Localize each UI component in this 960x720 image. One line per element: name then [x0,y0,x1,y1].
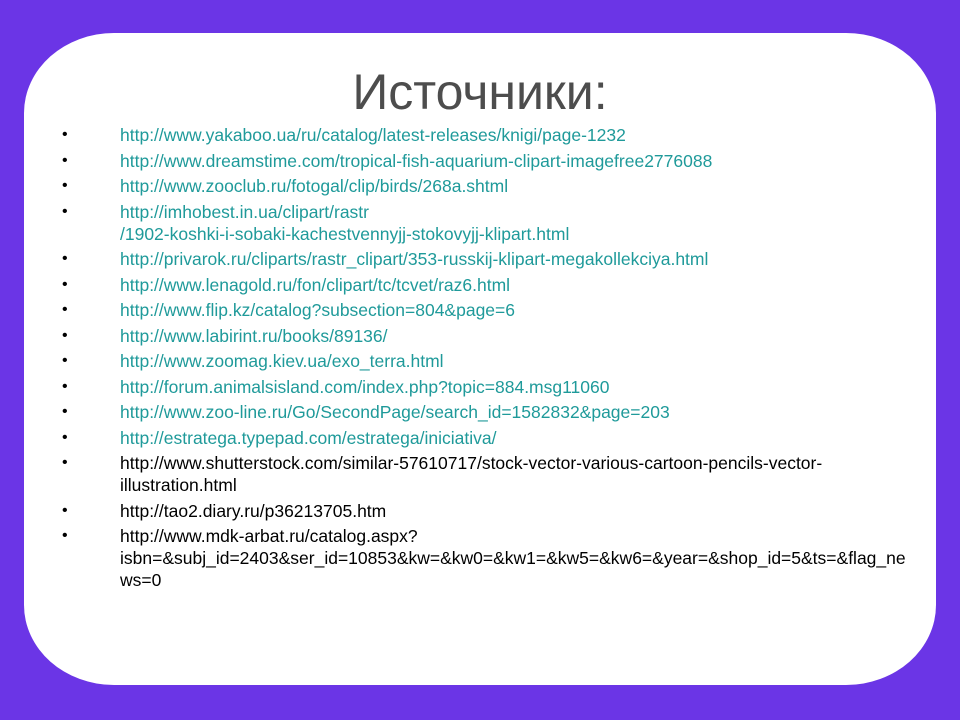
source-link[interactable]: http://estratega.typepad.com/estratega/iniciativa/ [120,427,497,448]
bullet-icon: • [62,250,68,267]
source-item[interactable] [62,175,912,197]
source-item[interactable] [62,427,912,449]
source-link[interactable]: http://www.zoo-line.ru/Go/SecondPage/search_id=1582832&page=203 [120,402,670,422]
source-link[interactable]: http://www.shutterstock.com/similar-57610717/stock-vector-various-cartoon-pencils-vector-illustration.html [120,453,823,495]
source-link[interactable]: http://imhobest.in.ua/clipart/rastr /1902-koshki-i-sobaki-kachestvennyjj-stokovyjj-klipart.html [120,201,570,244]
source-item[interactable] [62,350,912,372]
source-item[interactable] [62,248,912,270]
source-link[interactable]: http://www.yakaboo.ua/ru/catalog/latest-releases/knigi/page-1232 [120,125,626,145]
bullet-icon: • [62,403,68,420]
bullet-icon: • [62,177,68,194]
source-link[interactable]: http://www.mdk-arbat.ru/catalog.aspx? isbn=&subj_id=2403&ser_id=10853&kw=&kw0=&kw1=&kw5=&kw6=&year=&shop_id=5&ts=&flag_news=0 [120,526,906,590]
slide-title: Источники: [352,64,608,120]
source-link[interactable]: http://www.dreamstime.com/tropical-fish-aquarium-clipart-imagefree2776088 [120,150,713,171]
source-item[interactable] [62,401,912,423]
source-item[interactable] [62,201,912,245]
bullet-icon: • [62,275,68,293]
bullet-icon: • [62,301,68,318]
bullet-icon: • [62,126,68,143]
bullet-icon: • [62,151,68,169]
bullet-icon: • [62,527,68,544]
source-item[interactable] [62,150,912,172]
source-link[interactable]: http://www.zoomag.kiev.ua/exo_terra.html [120,351,444,371]
source-item[interactable] [62,525,912,591]
source-link[interactable]: http://www.flip.kz/catalog?subsection=804&page=6 [120,300,515,320]
bullet-icon: • [62,202,68,220]
bullet-icon: • [62,377,68,395]
source-link[interactable]: http://www.zooclub.ru/fotogal/clip/birds/268a.shtml [120,176,509,196]
source-item[interactable] [62,376,912,398]
source-item[interactable] [62,452,912,496]
source-link[interactable]: http://www.lenagold.ru/fon/clipart/tc/tcvet/raz6.html [120,274,511,295]
source-item[interactable] [62,325,912,347]
source-link[interactable]: http://tao2.diary.ru/p36213705.htm [120,500,387,521]
source-link[interactable]: http://www.labirint.ru/books/89136/ [120,325,388,346]
sources-list [62,124,912,595]
source-item[interactable] [62,124,912,146]
bullet-icon: • [62,501,68,519]
bullet-icon: • [62,428,68,446]
bullet-icon: • [62,326,68,344]
bullet-icon: • [62,352,68,369]
source-item[interactable] [62,299,912,321]
source-link[interactable]: http://forum.animalsisland.com/index.php?topic=884.msg11060 [120,376,610,397]
source-link[interactable]: http://privarok.ru/cliparts/rastr_clipart/353-russkij-klipart-megakollekciya.html [120,249,709,269]
source-item[interactable] [62,274,912,296]
source-item[interactable] [62,500,912,522]
bullet-icon: • [62,454,68,471]
